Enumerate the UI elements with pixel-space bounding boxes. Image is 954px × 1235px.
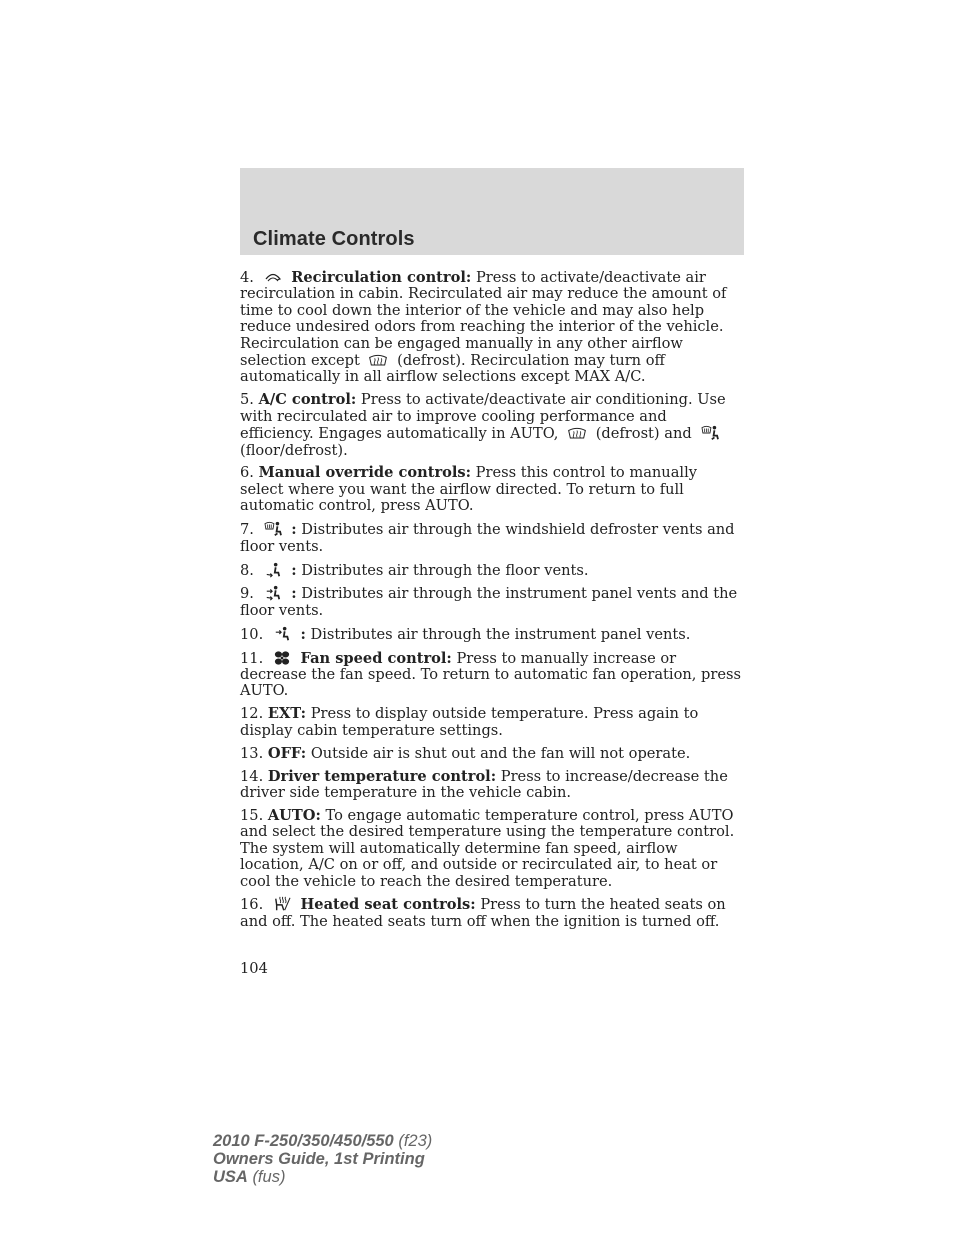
item-floor-mode: 8. : Distributes air through the floor vents. xyxy=(240,561,589,579)
item-heated-seat-controls: 16. Heated seat controls: Press to turn the heated seats on and off. The heated seats turn off when the ignition is turned off. xyxy=(240,896,726,930)
item-recirculation-control: 4. Recirculation control: Press to activate/deactivate air recirculation in cabin. Recirculated air may reduce the amount of time to cool down the interior of the vehicle and may also help reduce undesired odors from reaching the interior of the vehicle. Recirculation can be engaged manually in any other airflow selection except (defrost). Recirculation may turn off automatically in all airflow selections except MAX A/C. xyxy=(240,269,727,386)
item-ext: 12. EXT: Press to display outside temperature. Press again to display cabin temperature settings. xyxy=(240,705,699,739)
defrost-icon xyxy=(567,425,587,441)
fan-icon xyxy=(272,650,292,666)
panel-floor-vent-icon xyxy=(263,585,283,601)
item-fan-speed-control: 11. Fan speed control: Press to manually increase or decrease the fan speed. To return to automatic fan operation, press AUTO. xyxy=(240,649,741,700)
heated-seat-icon xyxy=(272,896,292,912)
floor-defrost-icon xyxy=(263,521,283,537)
item-driver-temperature-control: 14. Driver temperature control: Press to increase/decrease the driver side temperature in the vehicle cabin. xyxy=(240,767,728,801)
section-title: Climate Controls xyxy=(253,228,415,250)
item-panel-mode: 10. : Distributes air through the instrument panel vents. xyxy=(240,625,691,643)
item-panel-floor-mode: 9. : Distributes air through the instrument panel vents and the floor vents. xyxy=(240,585,738,619)
footer-guide-line: Owners Guide, 1st Printing xyxy=(213,1150,425,1168)
document-footer xyxy=(213,1132,432,1186)
page-content xyxy=(240,269,744,937)
panel-vent-icon xyxy=(272,626,292,642)
floor-defrost-icon xyxy=(700,425,720,441)
page-number: 104 xyxy=(240,960,268,977)
section-header-band xyxy=(240,168,744,255)
defrost-icon xyxy=(368,352,388,368)
item-ac-control: 5. A/C control: Press to activate/deactivate air conditioning. Use with recirculated air to improve cooling performance and efficiency. Engages automatically in AUTO, (defrost) and (floor/defrost). xyxy=(240,391,726,459)
item-manual-override-controls: 6. Manual override controls: Press this control to manually select where you want the airflow directed. To return to full automatic control, press AUTO. xyxy=(240,464,697,515)
item-off: 13. OFF: Outside air is shut out and the fan will not operate. xyxy=(240,744,691,762)
footer-model-line: 2010 F-250/350/450/550 (f23) xyxy=(213,1132,433,1150)
item-auto: 15. AUTO: To engage automatic temperature control, press AUTO and select the desired temperature using the temperature control. The system will automatically determine fan speed, airflow location, A/C on or off, and outside or recirculated air, to heat or cool the vehicle to reach the desired temperature. xyxy=(240,806,735,890)
floor-vent-icon xyxy=(263,562,283,578)
recirculation-icon xyxy=(263,269,283,285)
footer-region-line: USA (fus) xyxy=(213,1168,286,1186)
item-floor-defrost-mode: 7. : Distributes air through the windshield defroster vents and floor vents. xyxy=(240,521,735,555)
